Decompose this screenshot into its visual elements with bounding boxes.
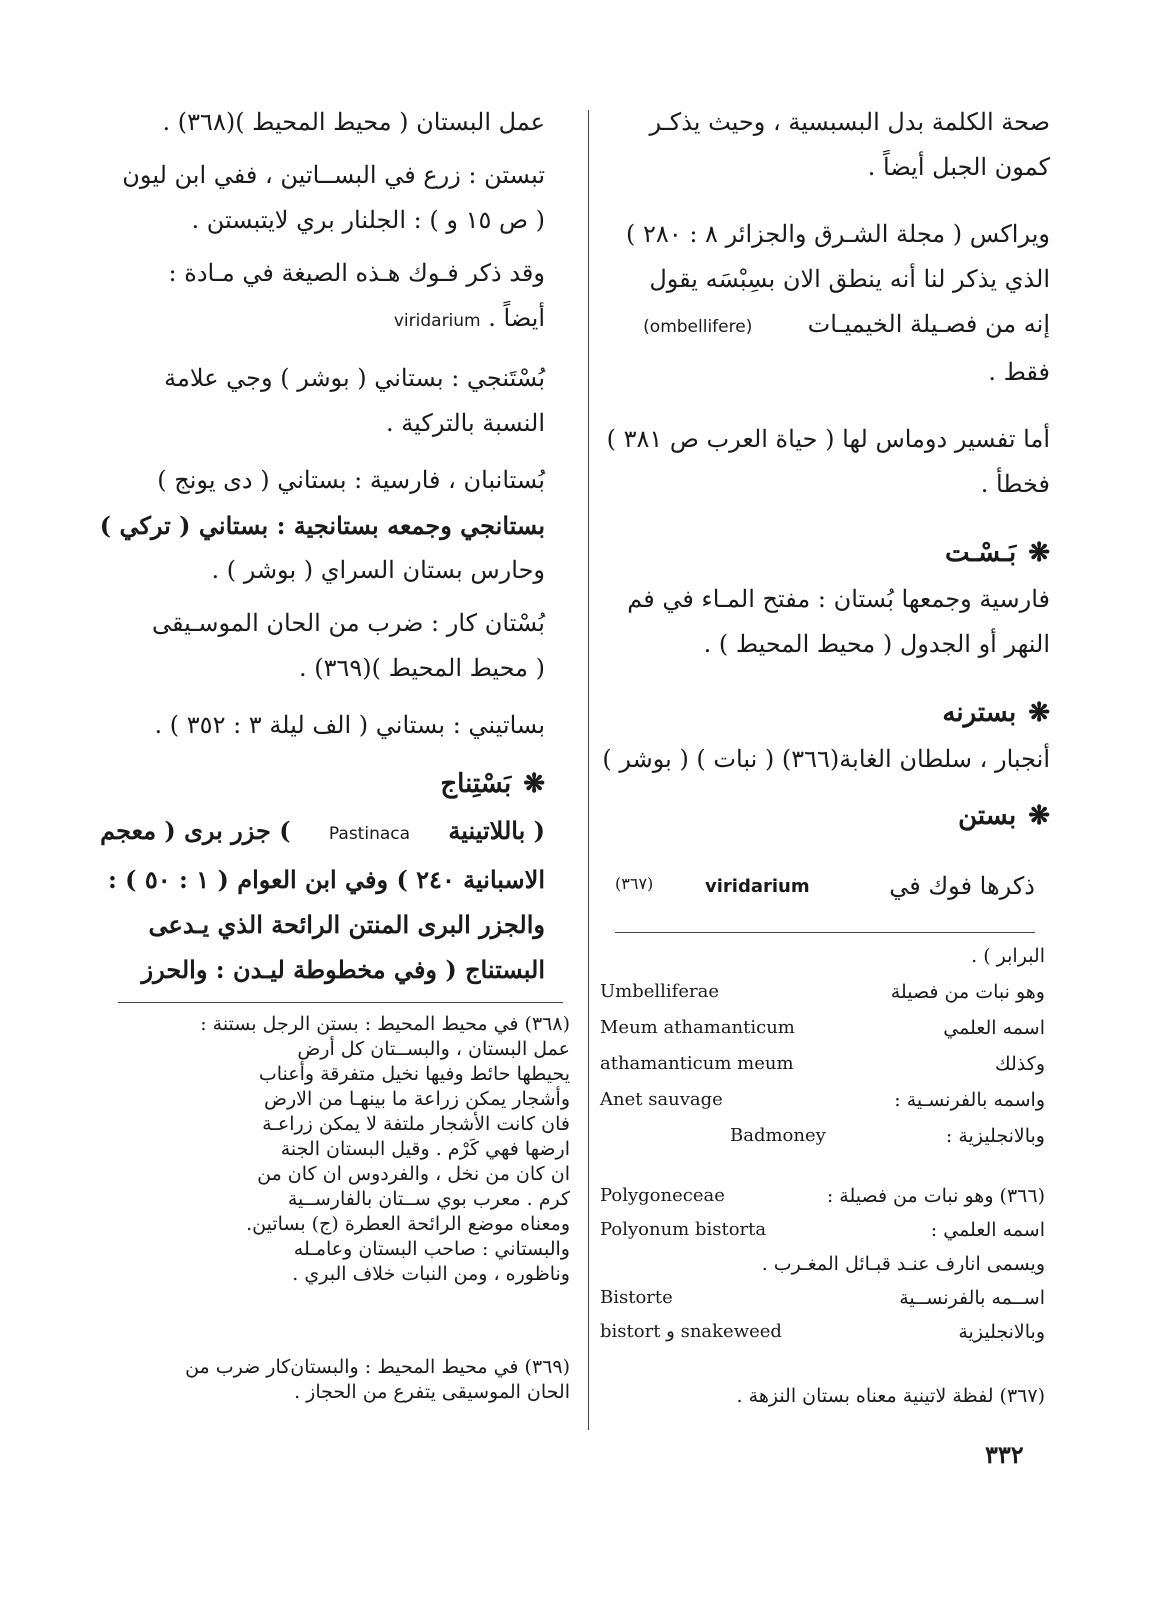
entry-heading — [630, 529, 1050, 577]
text-line: بُستانبان ، فارسية : بستاني ( دى يونج ) — [157, 466, 545, 494]
text-line: وحارس بستان السراي ( بوشر ) . — [211, 556, 545, 584]
footnote-line: (٣٦٧) لفظة لاتينية معناه بستان النزهة . — [736, 1385, 1045, 1407]
column-divider — [588, 110, 589, 1430]
asterisk-icon: ❋ — [1028, 538, 1050, 568]
text-line: فقط . — [988, 358, 1050, 386]
latin-term: (ombellifere) — [643, 317, 753, 337]
text-line: عمل البستان ( محيط المحيط )(٣٦٨) . — [162, 108, 545, 136]
text-segment: ( باللاتينية — [448, 816, 545, 845]
text-line — [100, 808, 545, 857]
footnote-line: فان كانت الأشجار ملتفة لا يمكن زراعـة — [262, 1113, 570, 1135]
text-line: صحة الكلمة بدل البسبسية ، وحيث يذكـر — [649, 108, 1050, 136]
text-line — [630, 302, 1050, 350]
text-line: تبستن : زرع في البســاتين ، ففي ابن ليون — [122, 161, 545, 189]
footnote-line: ومعناه موضع الرائحة العطرة (ج) بساتين. — [246, 1213, 570, 1235]
headword: بسترنه — [942, 698, 1017, 728]
latin-term: Umbelliferae — [600, 981, 719, 1002]
text-line: بُسْتان كار : ضرب من الحان الموسـيقى — [152, 609, 545, 637]
footnote-line: وهو نبات من فصيلة — [890, 981, 1045, 1003]
latin-term: Polygoneceae — [600, 1185, 725, 1206]
footnote-line: وبالانجليزية — [958, 1321, 1045, 1343]
asterisk-icon: ❋ — [1028, 698, 1050, 728]
footnote-line: كرم . معرب بوي ســتان بالفارســية — [287, 1188, 570, 1210]
footnote-line: وأشجار يمكن زراعة ما بينهـا من الارض — [264, 1088, 570, 1110]
latin-term: Anet sauvage — [600, 1089, 723, 1110]
asterisk-icon: ❋ — [523, 769, 545, 799]
text-line: كمون الجبل أيضاً . — [867, 153, 1050, 181]
latin-term: Pastinaca — [328, 824, 411, 844]
footnote-divider — [118, 1002, 563, 1003]
footnote-367 — [600, 1385, 1045, 1407]
footnote-continuation — [600, 945, 1045, 1161]
footnote-line: ويسمى انارف عنـد قبـائل المغـرب . — [761, 1253, 1045, 1275]
footnote-line: واسمه بالفرنسـية : — [894, 1089, 1045, 1111]
text-line — [615, 872, 1035, 902]
footnote-line: وكذلك — [995, 1053, 1045, 1075]
headword: بَسْتِناج — [440, 769, 512, 799]
latin-term: Badmoney — [730, 1125, 826, 1146]
asterisk-icon: ❋ — [1028, 801, 1050, 831]
footnote-line: ان كان من نخل ، والفردوس ان كان من — [257, 1163, 570, 1185]
text-line: والجزر البرى المنتن الرائحة الذي يـدعى — [148, 910, 545, 939]
latin-term: athamanticum meum — [600, 1053, 794, 1074]
footnote-ref: (٣٦٧) — [615, 874, 654, 893]
entry-heading — [630, 792, 1050, 840]
footnote-line: وناظوره ، ومن النبات خلاف البري . — [292, 1263, 570, 1285]
footnote-line: عمل البستان ، والبســتان كل أرض — [297, 1038, 570, 1060]
text-line: أنجبار ، سلطان الغابة(٣٦٦) ( نبات ) ( بوشر ) — [602, 745, 1050, 773]
text-line: البستناج ( وفي مخطوطة ليـدن : والحرز — [141, 955, 545, 984]
text-line: النهر أو الجدول ( محيط المحيط ) . — [703, 630, 1050, 658]
latin-term: bistort و snakeweed — [600, 1321, 782, 1342]
text-segment: إنه من فصـيلة الخيميـات — [807, 310, 1050, 338]
text-line: ويراكس ( مجلة الشـرق والجزائر ٨ : ٢٨٠ ) — [626, 220, 1050, 248]
footnote-line: اسمه العلمي : — [930, 1219, 1045, 1241]
text-line: وقد ذكر فـوك هـذه الصيغة في مـادة : — [168, 259, 545, 287]
footnote-368 — [105, 1012, 570, 1287]
right-column — [602, 100, 1050, 840]
footnote-366 — [600, 1185, 1045, 1355]
footnote-line: ارضها فهي كَرْم . وقيل البستان الجنة — [280, 1138, 570, 1160]
latin-term: Meum athamanticum — [600, 1017, 795, 1038]
latin-term: Polyonum bistorta — [600, 1219, 767, 1240]
page-number: ٣٣٢ — [985, 1440, 1024, 1469]
text-line: فخطأ . — [980, 470, 1050, 498]
footnote-line: البرابر ) . — [971, 945, 1045, 967]
text-segment: ) جزر برى ( معجم — [100, 816, 291, 845]
text-line: أما تفسير دوماس لها ( حياة العرب ص ٣٨١ ) — [606, 425, 1050, 453]
text-line: بُسْتَنجي : بستاني ( بوشر ) وجي علامة — [164, 364, 545, 392]
text-segment: أيضاً . — [488, 304, 545, 332]
footnote-line: اسمه العلمي — [943, 1017, 1045, 1039]
text-line: بستانجي وجمعه بستانجية : بستاني ( تركي ) — [99, 511, 545, 540]
text-line: فارسية وجمعها بُستان : مفتح المـاء في فم — [627, 585, 1050, 613]
footnote-divider — [615, 932, 1035, 933]
footnote-line: الحان الموسيقى يتفرع من الحجاز . — [294, 1381, 570, 1403]
footnote-line: (٣٦٦) وهو نبات من فصيلة : — [826, 1185, 1045, 1207]
entry-heading — [115, 760, 545, 808]
text-segment: ذكرها فوك في — [889, 872, 1035, 900]
text-line: الاسبانية ٢٤٠ ) وفي ابن العوام ( ١ : ٥٠ ) : — [107, 865, 545, 894]
footnote-line: وبالانجليزية : — [945, 1125, 1045, 1147]
footnote-line: يحيطها حائط وفيها نخيل متفرقة وأعناب — [258, 1063, 570, 1085]
text-line: ( ص ١٥ و ) : الجلنار بري لايتبستن . — [191, 206, 545, 234]
text-line: ( محيط المحيط )(٣٦٩) . — [298, 654, 545, 682]
left-column — [99, 100, 545, 992]
footnote-line: (٣٦٨) في محيط المحيط : بستن الرجل بستنة : — [200, 1013, 570, 1035]
text-line — [115, 296, 545, 344]
entry-heading — [630, 689, 1050, 737]
footnote-line: (٣٦٩) في محيط المحيط : والبستان‌كار ضرب من — [185, 1356, 570, 1378]
headword: بستن — [958, 801, 1017, 831]
footnote-line: اســمه بالفرنســية — [899, 1287, 1045, 1309]
text-line: النسبة بالتركية . — [386, 409, 545, 437]
latin-term: viridarium — [705, 876, 810, 897]
latin-term: viridarium — [393, 311, 481, 331]
text-line: بساتيني : بستاني ( الف ليلة ٣ : ٣٥٢ ) . — [154, 711, 545, 739]
footnote-line: والبستاني : صاحب البستان وعامـله — [293, 1238, 570, 1260]
footnote-369 — [105, 1355, 570, 1405]
latin-term: Bistorte — [600, 1287, 673, 1308]
headword: بَـسْـت — [945, 538, 1017, 568]
text-line: الذي يذكر لنا أنه ينطق الان بسِبْسَه يقول — [649, 265, 1050, 293]
